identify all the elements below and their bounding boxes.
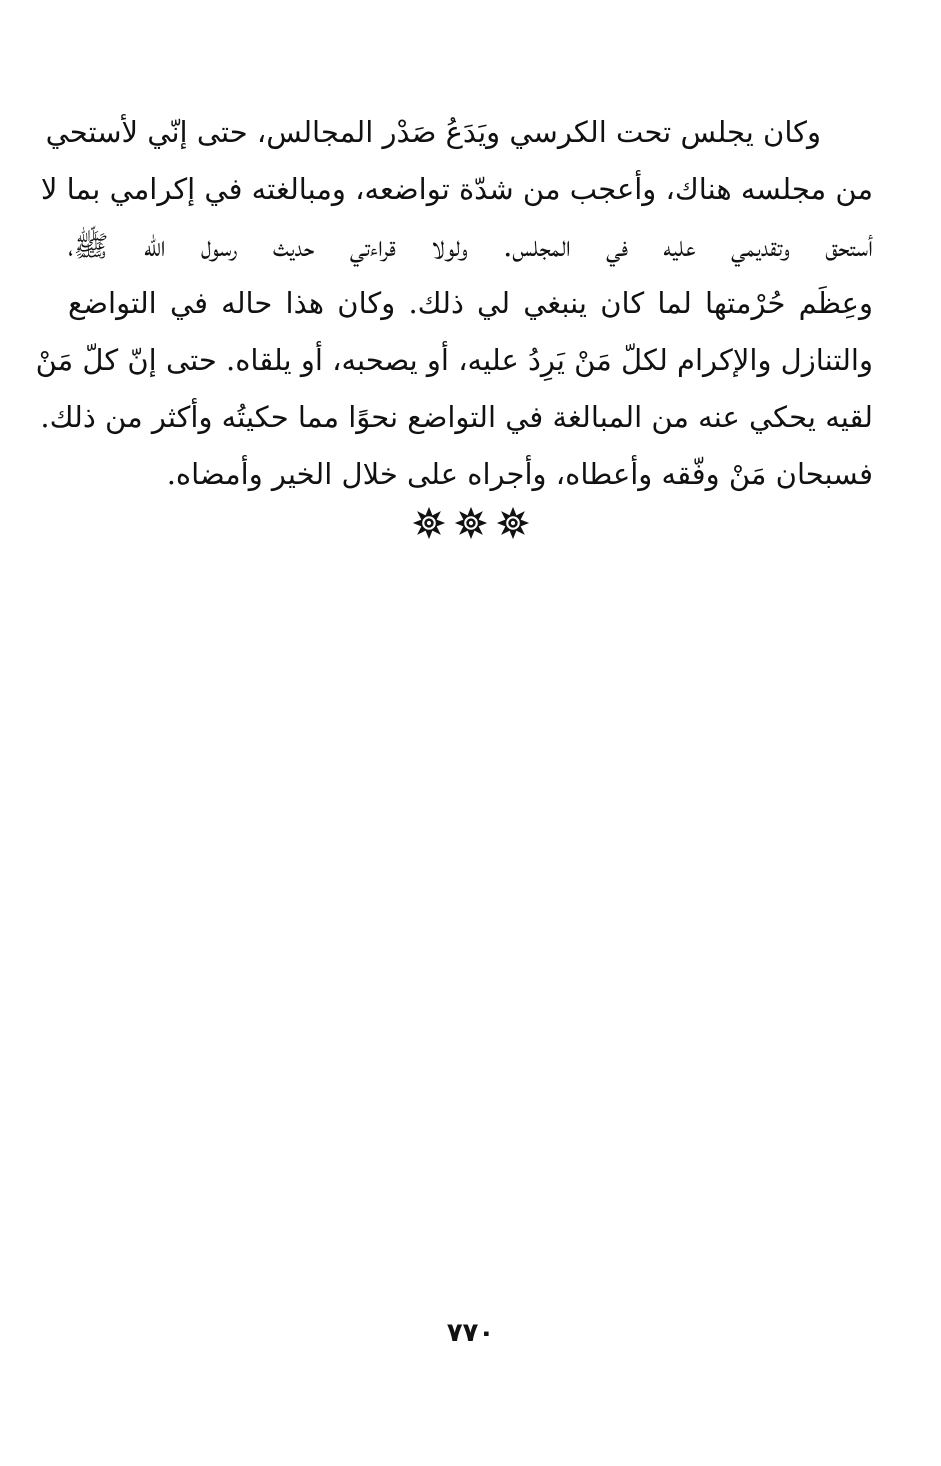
- text-line: وكان يجلس تحت الكرسي ويَدَعُ صَدْر المجالس، حتى إنّي لأستحي: [45, 115, 821, 149]
- text-line: والتنازل والإكرام لكلّ مَنْ يَرِدُ عليه، أو يصحبه، أو يلقاه. حتى إنّ كلّ مَنْ: [35, 343, 873, 377]
- page-number: ٧٧٠: [446, 1318, 495, 1348]
- star-flower-ornament-icon: [496, 506, 530, 540]
- text-line: وعِظَم حُرْمتها لما كان ينبغي لي ذلك. وكان هذا حاله في التواضع: [68, 286, 873, 320]
- text-line: أستحق وتقديمي عليه في المجلس. ولولا قراءتي حديث رسول الله ﷺ،: [68, 229, 873, 263]
- star-flower-ornament-icon: [454, 506, 488, 540]
- section-divider-ornaments: [0, 506, 941, 548]
- text-line: من مجلسه هناك، وأعجب من شدّة تواضعه، ومبالغته في إكرامي بما لا: [40, 172, 873, 206]
- star-flower-ornament-icon: [412, 506, 446, 540]
- text-line: لقيه يحكي عنه من المبالغة في التواضع نحوًا مما حكيتُه وأكثر من ذلك.: [40, 400, 873, 434]
- body-paragraph: [35, 104, 873, 503]
- text-line: فسبحان مَنْ وفّقه وأعطاه، وأجراه على خلال الخير وأمضاه.: [166, 457, 873, 491]
